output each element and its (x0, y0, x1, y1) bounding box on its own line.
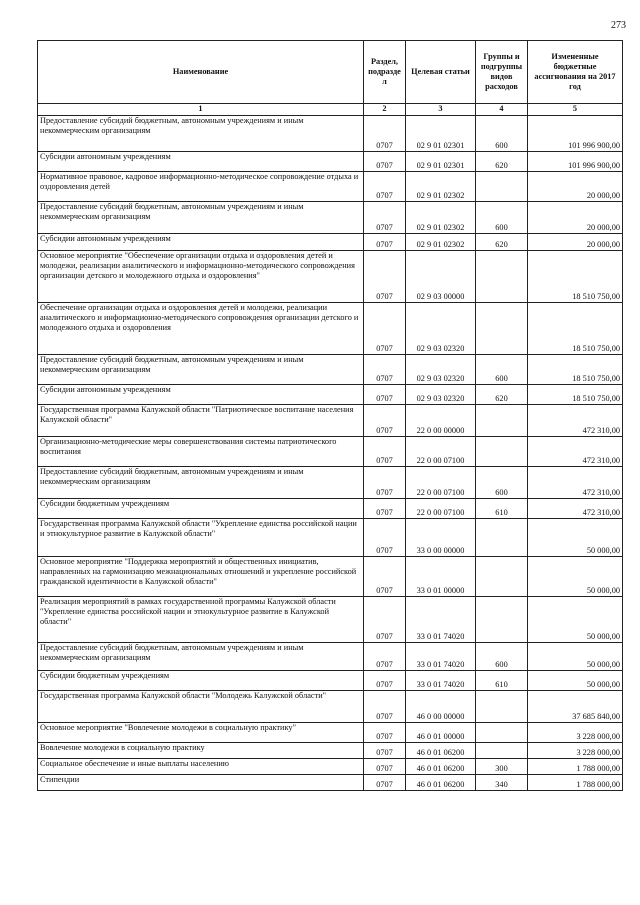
row-amount: 18 510 750,00 (528, 355, 623, 385)
row-group (476, 691, 528, 723)
row-section: 0707 (364, 202, 406, 234)
row-section: 0707 (364, 557, 406, 597)
row-name: Предоставление субсидий бюджетным, автономным учреждениям и иным некоммерческим организациям (38, 643, 364, 671)
row-target: 33 0 01 74020 (406, 643, 476, 671)
row-amount: 50 000,00 (528, 557, 623, 597)
row-group: 600 (476, 467, 528, 499)
column-number: 2 (364, 104, 406, 116)
row-name: Обеспечение организации отдыха и оздоровления детей и молодежи, реализации аналитического и информационно-методического сопровождения организации детского и молодежного отдыха и оздоровления (38, 303, 364, 355)
row-name: Нормативное правовое, кадровое информационно-методическое сопровождение отдыха и оздоровления детей (38, 172, 364, 202)
row-target: 02 9 01 02302 (406, 202, 476, 234)
row-amount: 101 996 900,00 (528, 152, 623, 172)
row-target: 02 9 01 02301 (406, 152, 476, 172)
row-section: 0707 (364, 723, 406, 743)
column-number: 3 (406, 104, 476, 116)
row-target: 33 0 00 00000 (406, 519, 476, 557)
row-name: Основное мероприятие "Обеспечение организации отдыха и оздоровления детей и молодежи, реализации аналитического и информационно-методического сопровождения организации детского и молодежного отдыха и оздоровления" (38, 251, 364, 303)
row-amount: 50 000,00 (528, 597, 623, 643)
row-amount: 18 510 750,00 (528, 385, 623, 405)
table-row (38, 385, 623, 405)
table-row (38, 467, 623, 499)
row-section: 0707 (364, 499, 406, 519)
row-name: Организационно-методические меры совершенствования системы патриотического воспитания (38, 437, 364, 467)
row-group (476, 437, 528, 467)
row-amount: 1 788 000,00 (528, 759, 623, 775)
row-amount: 50 000,00 (528, 519, 623, 557)
row-group: 620 (476, 385, 528, 405)
row-name: Вовлечение молодежи в социальную практику (38, 743, 364, 759)
row-name: Основное мероприятие "Вовлечение молодежи в социальную практику" (38, 723, 364, 743)
table-row (38, 499, 623, 519)
row-section: 0707 (364, 172, 406, 202)
row-target: 46 0 00 00000 (406, 691, 476, 723)
row-name: Социальное обеспечение и иные выплаты населению (38, 759, 364, 775)
table-row (38, 691, 623, 723)
header-amount: Измененные бюджетные ассигнования на 2017 год (528, 41, 623, 104)
row-name: Субсидии автономным учреждениям (38, 152, 364, 172)
row-group: 300 (476, 759, 528, 775)
row-name: Стипендии (38, 775, 364, 791)
table-row (38, 202, 623, 234)
header-groups: Группы и подгруппы видов расходов (476, 41, 528, 104)
row-amount: 472 310,00 (528, 499, 623, 519)
row-name: Субсидии автономным учреждениям (38, 234, 364, 251)
row-group: 620 (476, 152, 528, 172)
row-target: 33 0 01 74020 (406, 671, 476, 691)
table-row (38, 643, 623, 671)
header-section: Раздел, подразде л (364, 41, 406, 104)
row-section: 0707 (364, 597, 406, 643)
row-target: 02 9 03 02320 (406, 355, 476, 385)
row-group (476, 557, 528, 597)
row-name: Государственная программа Калужской области "Патриотическое воспитание населения Калужской области" (38, 405, 364, 437)
row-amount: 472 310,00 (528, 437, 623, 467)
row-section: 0707 (364, 775, 406, 791)
row-amount: 50 000,00 (528, 643, 623, 671)
row-group: 340 (476, 775, 528, 791)
table-row (38, 519, 623, 557)
row-target: 22 0 00 07100 (406, 437, 476, 467)
row-target: 02 9 03 02320 (406, 303, 476, 355)
row-amount: 50 000,00 (528, 671, 623, 691)
row-target: 02 9 03 00000 (406, 251, 476, 303)
row-amount: 101 996 900,00 (528, 116, 623, 152)
row-target: 46 0 01 06200 (406, 743, 476, 759)
header-row (38, 41, 623, 104)
page-number: 273 (611, 20, 626, 31)
row-group (476, 172, 528, 202)
row-name: Субсидии бюджетным учреждениям (38, 671, 364, 691)
table-row (38, 234, 623, 251)
row-group: 620 (476, 234, 528, 251)
row-name: Основное мероприятие "Поддержка мероприятий и общественных инициатив, направленных на гармонизацию межнациональных отношений и укрепление российской гражданской идентичности в Калужской области" (38, 557, 364, 597)
row-target: 46 0 01 06200 (406, 775, 476, 791)
table-row (38, 405, 623, 437)
column-number: 1 (38, 104, 364, 116)
row-group: 600 (476, 202, 528, 234)
header-name: Наименование (38, 41, 364, 104)
row-target: 02 9 01 02301 (406, 116, 476, 152)
table-row (38, 251, 623, 303)
column-number: 5 (528, 104, 623, 116)
row-name: Субсидии автономным учреждениям (38, 385, 364, 405)
row-amount: 3 228 000,00 (528, 743, 623, 759)
table-row (38, 355, 623, 385)
row-group (476, 743, 528, 759)
column-number-row (38, 104, 623, 116)
row-group: 600 (476, 643, 528, 671)
table-row (38, 303, 623, 355)
row-amount: 472 310,00 (528, 467, 623, 499)
row-section: 0707 (364, 234, 406, 251)
row-name: Предоставление субсидий бюджетным, автономным учреждениям и иным некоммерческим организациям (38, 355, 364, 385)
row-amount: 20 000,00 (528, 202, 623, 234)
table-row (38, 775, 623, 791)
row-section: 0707 (364, 519, 406, 557)
row-group (476, 597, 528, 643)
row-section: 0707 (364, 405, 406, 437)
table-row (38, 172, 623, 202)
row-section: 0707 (364, 355, 406, 385)
table-row (38, 152, 623, 172)
row-group (476, 519, 528, 557)
row-name: Государственная программа Калужской области "Укрепление единства российской нации и этнокультурное развитие в Калужской области" (38, 519, 364, 557)
row-section: 0707 (364, 116, 406, 152)
row-target: 33 0 01 00000 (406, 557, 476, 597)
table-row (38, 437, 623, 467)
table-row (38, 557, 623, 597)
row-group: 610 (476, 671, 528, 691)
row-target: 22 0 00 07100 (406, 467, 476, 499)
header-target: Целевая статьи (406, 41, 476, 104)
row-target: 02 9 01 02302 (406, 172, 476, 202)
table-row (38, 597, 623, 643)
row-target: 22 0 00 07100 (406, 499, 476, 519)
row-name: Предоставление субсидий бюджетным, автономным учреждениям и иным некоммерческим организациям (38, 116, 364, 152)
row-amount: 18 510 750,00 (528, 251, 623, 303)
row-group: 610 (476, 499, 528, 519)
row-name: Предоставление субсидий бюджетным, автономным учреждениям и иным некоммерческим организациям (38, 467, 364, 499)
row-target: 02 9 01 02302 (406, 234, 476, 251)
table-row (38, 723, 623, 743)
table-row (38, 759, 623, 775)
row-amount: 1 788 000,00 (528, 775, 623, 791)
row-name: Государственная программа Калужской области "Молодежь Калужской области" (38, 691, 364, 723)
row-amount: 18 510 750,00 (528, 303, 623, 355)
row-group (476, 723, 528, 743)
table-row (38, 116, 623, 152)
row-group (476, 405, 528, 437)
row-amount: 37 685 840,00 (528, 691, 623, 723)
row-section: 0707 (364, 152, 406, 172)
row-amount: 20 000,00 (528, 172, 623, 202)
row-target: 33 0 01 74020 (406, 597, 476, 643)
row-name: Предоставление субсидий бюджетным, автономным учреждениям и иным некоммерческим организациям (38, 202, 364, 234)
row-target: 02 9 03 02320 (406, 385, 476, 405)
row-target: 46 0 01 00000 (406, 723, 476, 743)
row-group (476, 251, 528, 303)
row-section: 0707 (364, 671, 406, 691)
row-amount: 20 000,00 (528, 234, 623, 251)
row-section: 0707 (364, 251, 406, 303)
row-name: Субсидии бюджетным учреждениям (38, 499, 364, 519)
row-section: 0707 (364, 303, 406, 355)
table-row (38, 743, 623, 759)
row-amount: 472 310,00 (528, 405, 623, 437)
row-group: 600 (476, 355, 528, 385)
row-group: 600 (476, 116, 528, 152)
row-section: 0707 (364, 437, 406, 467)
row-section: 0707 (364, 643, 406, 671)
row-section: 0707 (364, 467, 406, 499)
row-amount: 3 228 000,00 (528, 723, 623, 743)
budget-table (37, 40, 623, 791)
table-row (38, 671, 623, 691)
row-section: 0707 (364, 385, 406, 405)
row-target: 46 0 01 06200 (406, 759, 476, 775)
row-group (476, 303, 528, 355)
row-target: 22 0 00 00000 (406, 405, 476, 437)
row-name: Реализация мероприятий в рамках государственной программы Калужской области "Укрепление единства российской нации и этнокультурное развитие в Калужской области" (38, 597, 364, 643)
row-section: 0707 (364, 691, 406, 723)
row-section: 0707 (364, 759, 406, 775)
row-section: 0707 (364, 743, 406, 759)
column-number: 4 (476, 104, 528, 116)
